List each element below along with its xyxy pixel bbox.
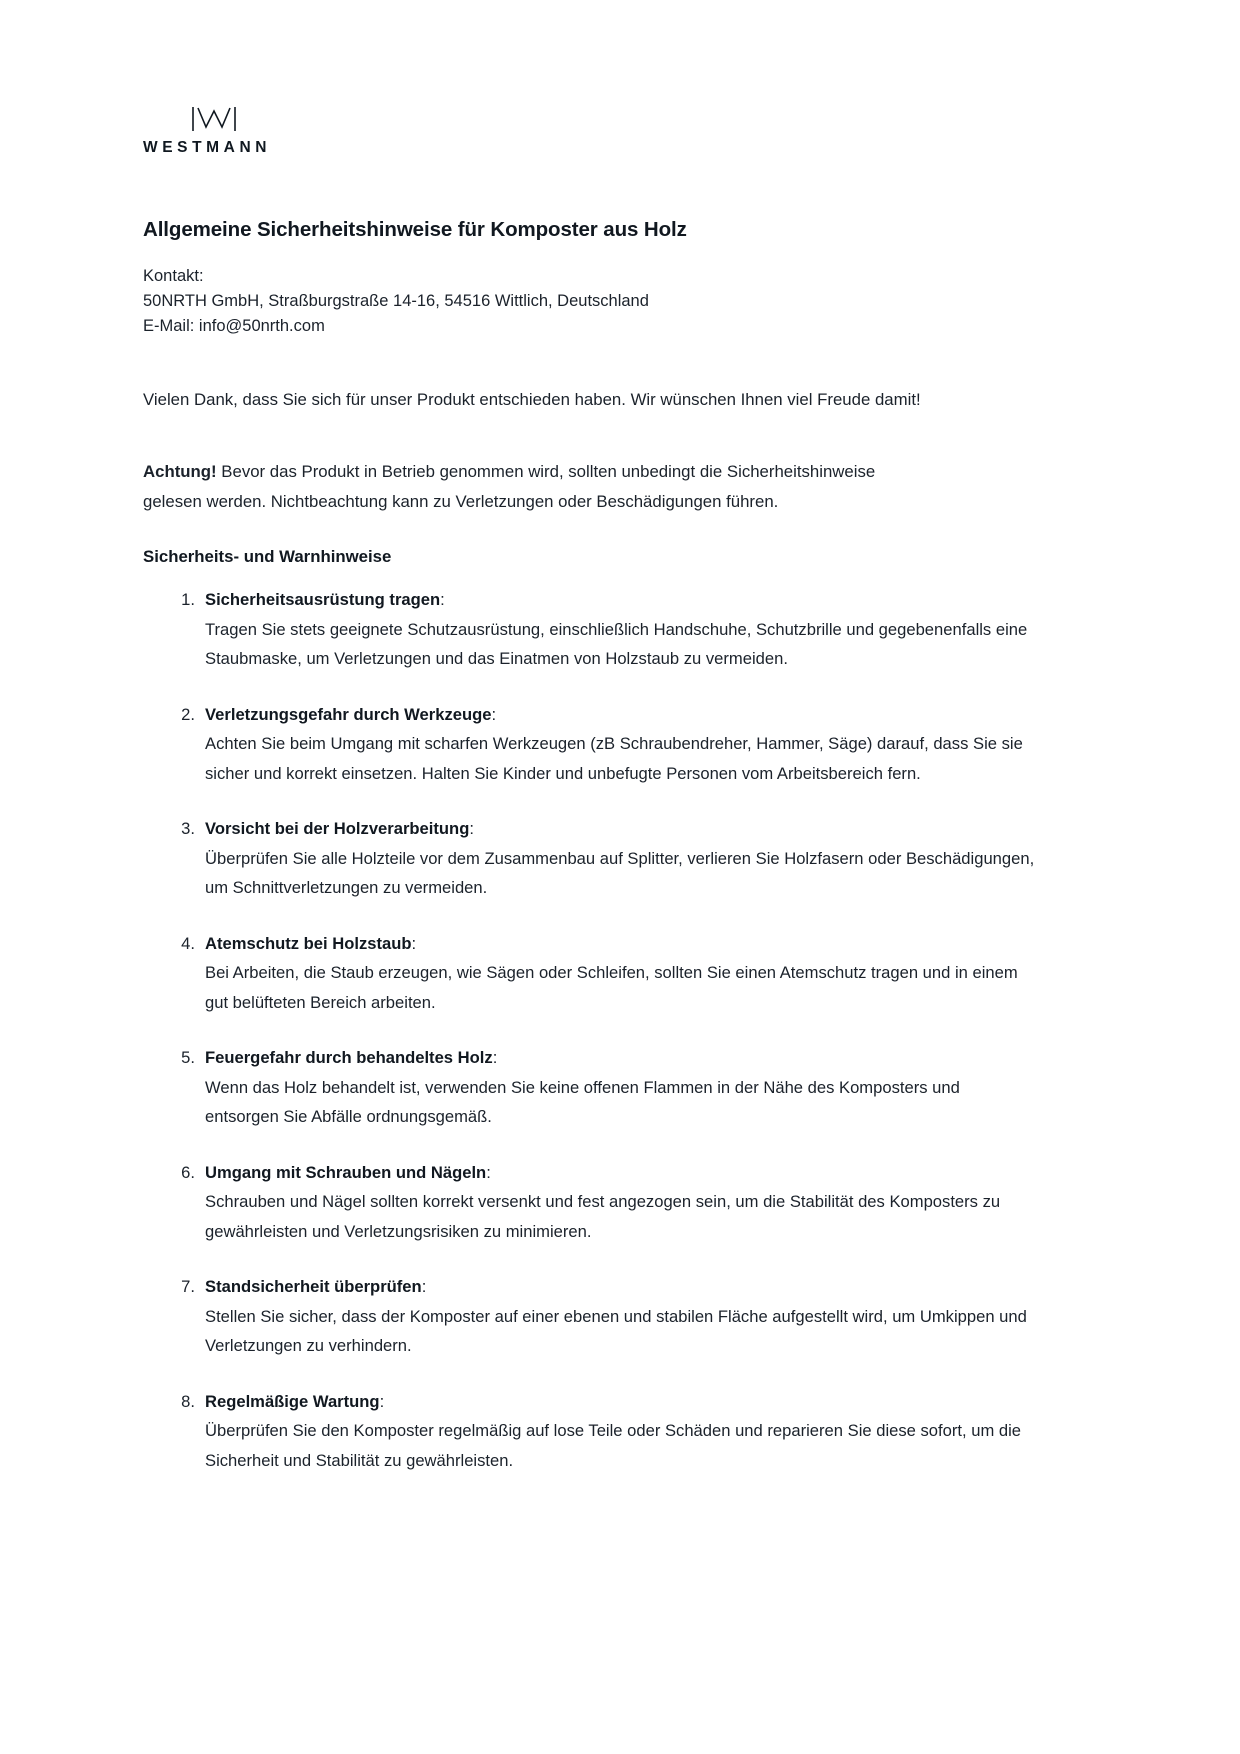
intro-paragraph: Vielen Dank, dass Sie sich für unser Produkt entschieden haben. Wir wünschen Ihnen viel Freude damit! <box>143 390 921 409</box>
rule-heading: Verletzungsgefahr durch Werkzeuge <box>205 704 492 724</box>
list-item <box>205 1272 1103 1361</box>
rule-colon: : <box>469 819 474 838</box>
rule-heading: Regelmäßige Wartung <box>205 1391 380 1411</box>
list-item <box>205 814 1103 903</box>
rule-heading: Vorsicht bei der Holzverarbeitung <box>205 819 470 838</box>
document-content <box>143 218 1103 1501</box>
list-item <box>205 585 1103 674</box>
contact-label: Kontakt: <box>143 267 204 285</box>
rule-body: Stellen Sie sicher, dass der Komposter auf einer ebenen und stabilen Fläche aufgestellt wird, um Umkippen und Verletzungen zu verhindern. <box>205 1306 1027 1355</box>
contact-email: E-Mail: info@50nrth.com <box>143 317 325 335</box>
rule-body: Bei Arbeiten, die Staub erzeugen, wie Sägen oder Schleifen, sollten Sie einen Atemschutz tragen und in einem gut belüfteten Bereich arbeiten. <box>205 963 1018 1012</box>
rule-body: Überprüfen Sie alle Holzteile vor dem Zusammenbau auf Splitter, verlieren Sie Holzfasern oder Beschädigungen, um Schnittverletzungen zu vermeiden. <box>205 848 1035 897</box>
brand-logo <box>143 105 343 157</box>
safety-rules-list <box>143 585 1103 1475</box>
brand-wordmark: WESTMANN <box>143 139 272 156</box>
rule-colon: : <box>491 704 497 724</box>
section-title-safety: Sicherheits- und Warnhinweise <box>143 547 392 566</box>
rule-body: Wenn das Holz behandelt ist, verwenden Sie keine offenen Flammen in der Nähe des Komposters und entsorgen Sie Abfälle ordnungsgemäß. <box>205 1077 960 1126</box>
list-item <box>205 1043 1103 1132</box>
attention-lead: Achtung! <box>143 462 217 481</box>
rule-colon: : <box>421 1277 427 1296</box>
attention-text: Bevor das Produkt in Betrieb genommen wird, sollten unbedingt die Sicherheitshinweise gelesen werden. Nichtbeachtung kann zu Verletzungen oder Beschädigungen führen. <box>143 462 876 511</box>
attention-paragraph <box>143 457 933 517</box>
rule-body: Achten Sie beim Umgang mit scharfen Werkzeugen (zB Schraubendreher, Hammer, Säge) darauf, dass Sie sie sicher und korrekt einsetzen. Halten Sie Kinder und unbefugte Personen vom Arbeitsbereich fern. <box>205 734 1023 783</box>
rule-heading: Atemschutz bei Holzstaub <box>205 933 412 953</box>
contact-block <box>143 264 1103 339</box>
page-title: Allgemeine Sicherheitshinweise für Komposter aus Holz <box>143 218 687 241</box>
rule-heading: Standsicherheit überprüfen <box>205 1277 422 1296</box>
rule-heading: Feuergefahr durch behandeltes Holz <box>205 1048 493 1067</box>
list-item <box>205 1158 1103 1247</box>
rule-heading: Umgang mit Schrauben und Nägeln <box>205 1162 487 1182</box>
rule-colon: : <box>492 1048 498 1067</box>
rule-colon: : <box>411 933 417 953</box>
westmann-monogram-icon <box>191 105 237 135</box>
rule-body: Tragen Sie stets geeignete Schutzausrüstung, einschließlich Handschuhe, Schutzbrille und gegebenenfalls eine Staubmaske, um Verletzungen und das Einatmen von Holzstaub zu vermeiden. <box>205 619 1028 668</box>
list-item <box>205 700 1103 789</box>
rule-body: Schrauben und Nägel sollten korrekt versenkt und fest angezogen sein, um die Stabilität des Komposters zu gewährleisten und Verletzungsrisiken zu minimieren. <box>205 1192 1001 1241</box>
rule-colon: : <box>379 1391 385 1411</box>
list-item <box>205 929 1103 1018</box>
rule-heading: Sicherheitsausrüstung tragen <box>205 590 441 609</box>
rule-colon: : <box>440 590 445 609</box>
contact-company: 50NRTH GmbH, Straßburgstraße 14-16, 54516 Wittlich, Deutschland <box>143 292 649 310</box>
rule-colon: : <box>486 1162 491 1182</box>
list-item <box>205 1387 1103 1476</box>
rule-body: Überprüfen Sie den Komposter regelmäßig auf lose Teile oder Schäden und reparieren Sie diese sofort, um die Sicherheit und Stabilität zu gewährleisten. <box>205 1421 1022 1470</box>
